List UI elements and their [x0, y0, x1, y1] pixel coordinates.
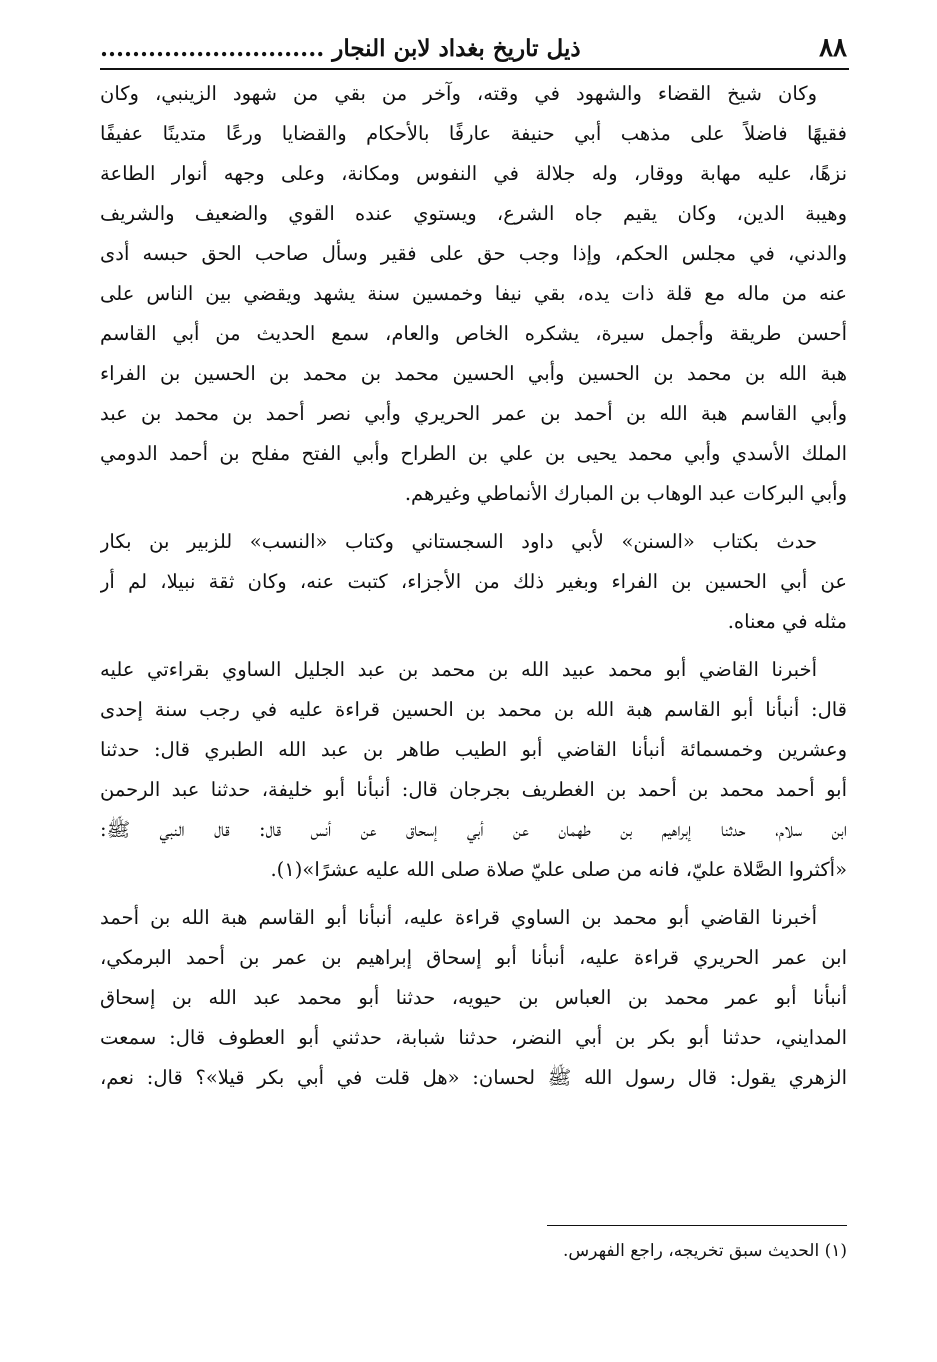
footnote-rule	[547, 1225, 847, 1226]
text-line: نزهًا، عليه مهابة ووقار، وله جلالة في النفوس ومكانة، وعلى وجهه أنوار الطاعة	[100, 162, 847, 185]
running-head: ذيل تاريخ بغداد لابن النجار ............................	[100, 34, 581, 62]
paragraph-narrations	[100, 522, 847, 642]
text-line: أخبرنا القاضي أبو محمد عبيد الله بن محمد بن عبد الجليل الساوي بقراءتي عليه	[100, 658, 817, 681]
text-line: والدني، في مجلس الحكم، وإذا وجب حق على فقير وسأل صاحب الحق حبسه أدى	[100, 242, 847, 265]
text-line: وأبي البركات عبد الوهاب بن المبارك الأنماطي وغيرهم.	[404, 482, 847, 505]
text-line: ابن سلام، حدثنا إبراهيم بن طهمان عن أبي إسحاق عن أنس قال: قال النبي ﷺ:	[100, 818, 847, 841]
text-line: حدث بكتاب «السنن» لأبي داود السجستاني وكتاب «النسب» للزبير بن بكار	[100, 530, 817, 553]
text-line: عنه من ماله مع قلة ذات يده، بقي نيفا وخمسين سنة يشهد ويقضي بين الناس على	[100, 282, 847, 305]
text-line: الزهري يقول: قال رسول الله ﷺ لحسان: «هل قلت في أبي بكر قيلا»؟ قال: نعم،	[100, 1066, 847, 1089]
text-line: وكان شيخ القضاء والشهود في وقته، وآخر من بقي من شهود الزينبي، وكان	[100, 82, 817, 105]
body-text	[100, 74, 847, 1106]
paragraph-hadith-1	[100, 650, 847, 890]
page-number: ٨٨	[819, 33, 847, 63]
text-line: أحسن طريقة وأجمل سيرة، يشكره الخاص والعام، سمع الحديث من أبي القاسم	[100, 322, 847, 345]
text-line: قال: أنبأنا أبو القاسم هبة الله بن محمد بن الحسين قراءة عليه في رجب سنة إحدى	[100, 698, 847, 721]
text-line: الملك الأسدي وأبي محمد يحيى بن علي بن الطراح وأبي الفتح مفلح بن أحمد الدومي	[100, 442, 847, 465]
text-line: عن أبي الحسين بن الفراء وبغير ذلك من الأجزاء، كتبت عنه، وكان ثقة نبيلا، لم أر	[100, 570, 847, 593]
header-rule	[100, 68, 849, 70]
page-header	[100, 26, 847, 70]
text-line: مثله في معناه.	[727, 610, 847, 633]
text-line: أبو أحمد محمد بن أحمد بن الغطريف بجرجان قال: أنبأنا أبو خليفة، حدثنا عبد الرحمن	[100, 778, 847, 801]
footnote: (١) الحديث سبق تخريجه، راجع الفهرس.	[563, 1241, 847, 1261]
text-line: أخبرنا القاضي أبو محمد بن الساوي قراءة عليه، أنبأنا أبو القاسم هبة الله بن أحمد	[100, 906, 817, 929]
text-line: أنبأنا أبو عمر محمد بن العباس بن حيويه، حدثنا أبو محمد عبد الله بن إسحاق	[100, 986, 847, 1009]
text-line: ابن عمر الحريري قراءة عليه، أنبأنا أبو إسحاق إبراهيم بن عمر بن أحمد البرمكي،	[100, 946, 847, 969]
text-line: فقيهًا فاضلاً على مذهب أبي حنيفة عارفًا بالأحكام والقضايا ورعًا متدينًا عفيفًا	[100, 122, 847, 145]
paragraph-hadith-2	[100, 898, 847, 1098]
text-line: وعشرين وخمسمائة أنبأنا القاضي أبو الطيب طاهر بن عبد الله الطبري قال: حدثنا	[100, 738, 847, 761]
text-line: المدايني، حدثنا أبو بكر بن أبي النضر، حدثنا شبابة، حدثني أبو العطوف قال: سمعت	[100, 1026, 847, 1049]
text-line: «أكثروا الصَّلاة عليّ، فانه من صلى عليّ صلاة صلى الله عليه عشرًا»(١).	[270, 858, 847, 881]
text-line: هبة الله بن محمد بن الحسين وأبي الحسين محمد بن محمد بن الحسين بن الفراء	[100, 362, 847, 385]
paragraph-biography	[100, 74, 847, 514]
text-line: وأبي القاسم هبة الله بن أحمد بن عمر الحريري وأبي نصر أحمد بن محمد بن عبد	[100, 402, 847, 425]
text-line: وهيبة الدين، وكان يقيم جاه الشرع، ويستوي عنده القوي والضعيف والشريف	[100, 202, 847, 225]
